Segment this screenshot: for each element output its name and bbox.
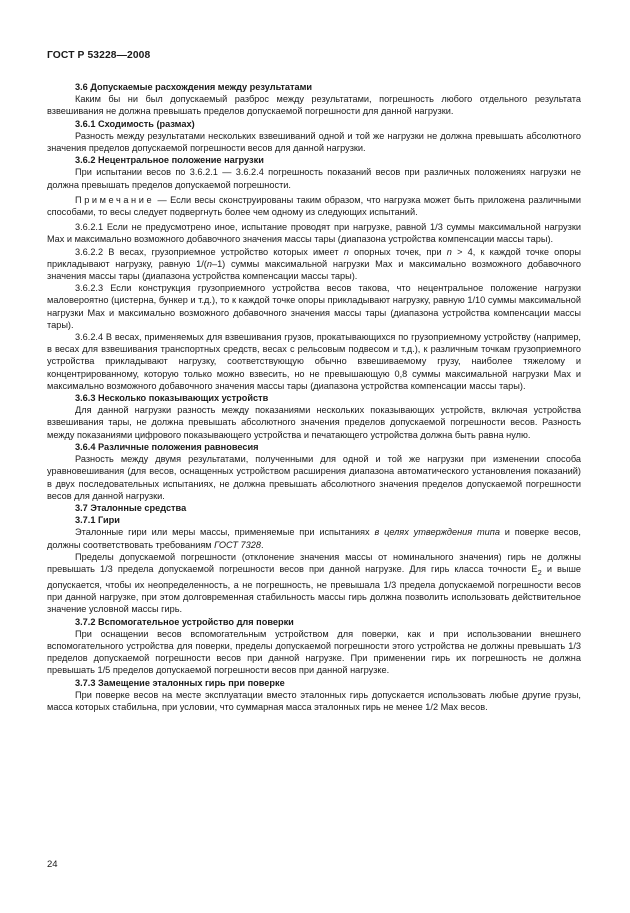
heading-3-6-3: 3.6.3 Несколько показывающих устройств <box>75 393 269 404</box>
paragraph-3-6-2-4: 3.6.2.4 В весах, применяемых для взвешивания грузов, прокатывающихся по грузоприемному устройству (например, в весах для взвешивания транспортных средств, весах с рельсовым подвесом и т.д.), к различным точкам грузоприемного устройства прикладывают нагрузку, соответствующую обычно взвешиваемому грузу, наиболее тяжелому и концентрированному, которую только можно взвесить, но не превышающую 0,8 суммы максимальной нагрузки Max и максимально возможного добавочного значения массы тары (диапазона устройства компенсации массы тары). <box>47 332 581 391</box>
heading-3-7: 3.7 Эталонные средства <box>75 502 187 513</box>
note-text: — Если весы сконструированы таким образом, что нагрузка может быть приложена различными способами, то весы следует подвергнуть более чем одному из следующих испытаний. <box>47 194 581 218</box>
note <box>47 194 581 218</box>
paragraph-3-7-1: Эталонные гири или меры массы, применяемые при испытаниях в целях утверждения типа и поверке весов, должны соответствовать требованиям ГОСТ 7328. <box>47 527 581 550</box>
paragraph-3-6-3: Для данной нагрузки разность между показаниями нескольких показывающих устройств, включая устройства взвешивания тары, не должна превышать абсолютного значения пределов допускаемой погрешности весов. Разность между показаниями цифрового показывающего устройства и печатающего устройства должна быть равна нулю. <box>47 405 581 440</box>
heading-3-7-2: 3.7.2 Вспомогательное устройство для поверки <box>75 616 294 627</box>
paragraph-3-6-2: При испытании весов по 3.6.2.1 — 3.6.2.4 погрешность показаний весов при различных положениях нагрузки не должна превышать пределов допускаемой погрешности. <box>47 167 581 190</box>
standard-header: ГОСТ Р 53228—2008 <box>47 50 151 61</box>
paragraph-3-6-2-2: 3.6.2.2 В весах, грузоприемное устройство которых имеет n опорных точек, при n > 4, к каждой точке опоры прикладывают нагрузку, равную 1/(n–1) суммы максимальной нагрузки Max и максимально возможного добавочного значения массы тары (диапазона устройства компенсации массы тары). <box>47 246 582 282</box>
heading-3-6-2: 3.6.2 Нецентральное положение нагрузки <box>75 155 264 166</box>
paragraph-3-6-4: Разность между двумя результатами, полученными для одной и той же нагрузки при изменении способа уравновешивания (для весов, оснащенных устройством расширения диапазона автоматического установления показаний) в двух последовательных испытаниях, не должна превышать абсолютного значения пределов допускаемой погрешности весов для данной нагрузки. <box>47 454 581 501</box>
document-body <box>47 81 581 713</box>
paragraph-3-7-1-weights: Пределы допускаемой погрешности (отклонение значения массы от номинального значения) гирь не должны превышать 1/3 предела допускаемой погрешности весов при данной нагрузке. Для гирь класса точности $E_2$ и выше допускается, чтобы их неопределенность, а не погрешность, не превышала 1/3 предела допускаемой погрешности весов при данной нагрузке, при этом долговременная стабильность массы гирь должна позволить использовать действительное значение условной массы гирь. <box>47 551 581 615</box>
heading-3-7-3: 3.7.3 Замещение эталонных гирь при поверке <box>75 677 285 688</box>
paragraph-3-6-1: Разность между результатами нескольких взвешиваний одной и той же нагрузки не должна превышать абсолютного значения пределов допускаемой погрешности весов для данной нагрузки. <box>47 130 581 154</box>
paragraph-3-7-3: При поверке весов на месте эксплуатации вместо эталонных гирь допускается использовать любые другие грузы, масса которых стабильна, при условии, что суммарная масса эталонных гирь не менее 1/2 Max весов. <box>47 689 581 712</box>
paragraph-3-6-2-3: 3.6.2.3 Если конструкция грузоприемного устройства весов такова, что нецентральное положение нагрузки маловероятно (цистерна, бункер и т.д.), то к каждой точке опоры прикладывают нагрузку, равную 1/10 суммы максимальной нагрузки Max и максимально возможного добавочного значения массы тары (диапазона устройства компенсации массы тары). <box>47 283 581 330</box>
heading-3-7-1: 3.7.1 Гири <box>75 515 120 526</box>
page-number: 24 <box>47 859 58 870</box>
paragraph-3-6-2-1: 3.6.2.1 Если не предусмотрено иное, испытание проводят при нагрузке, равной 1/3 суммы максимальной нагрузки Max и максимально возможного добавочного значения массы тары (диапазона устройства компенсации массы тары). <box>47 222 581 245</box>
heading-3-6: 3.6 Допускаемые расхождения между результатами <box>75 82 313 92</box>
paragraph-3-7-2: При оснащении весов вспомогательным устройством для поверки, как и при использовании внешнего вспомогательного устройства для поверки, пределы допускаемой погрешности этого устройства не должны превышать 1/3 пределов допускаемой погрешности весов при данной нагрузке. При применении гирь их погрешность не должна превышать 1/5 пределов допускаемой погрешности весов при данной нагрузке. <box>47 628 581 676</box>
heading-3-6-1: 3.6.1 Сходимость (размах) <box>75 118 195 129</box>
paragraph-3-6: Каким бы ни был допускаемый разброс между результатами, погрешность любого отдельного результата взвешивания не должна превышать пределов допускаемой погрешности для данной нагрузки. <box>47 94 581 117</box>
heading-3-6-4: 3.6.4 Различные положения равновесия <box>75 441 259 452</box>
note-label: Примечание <box>75 194 155 205</box>
